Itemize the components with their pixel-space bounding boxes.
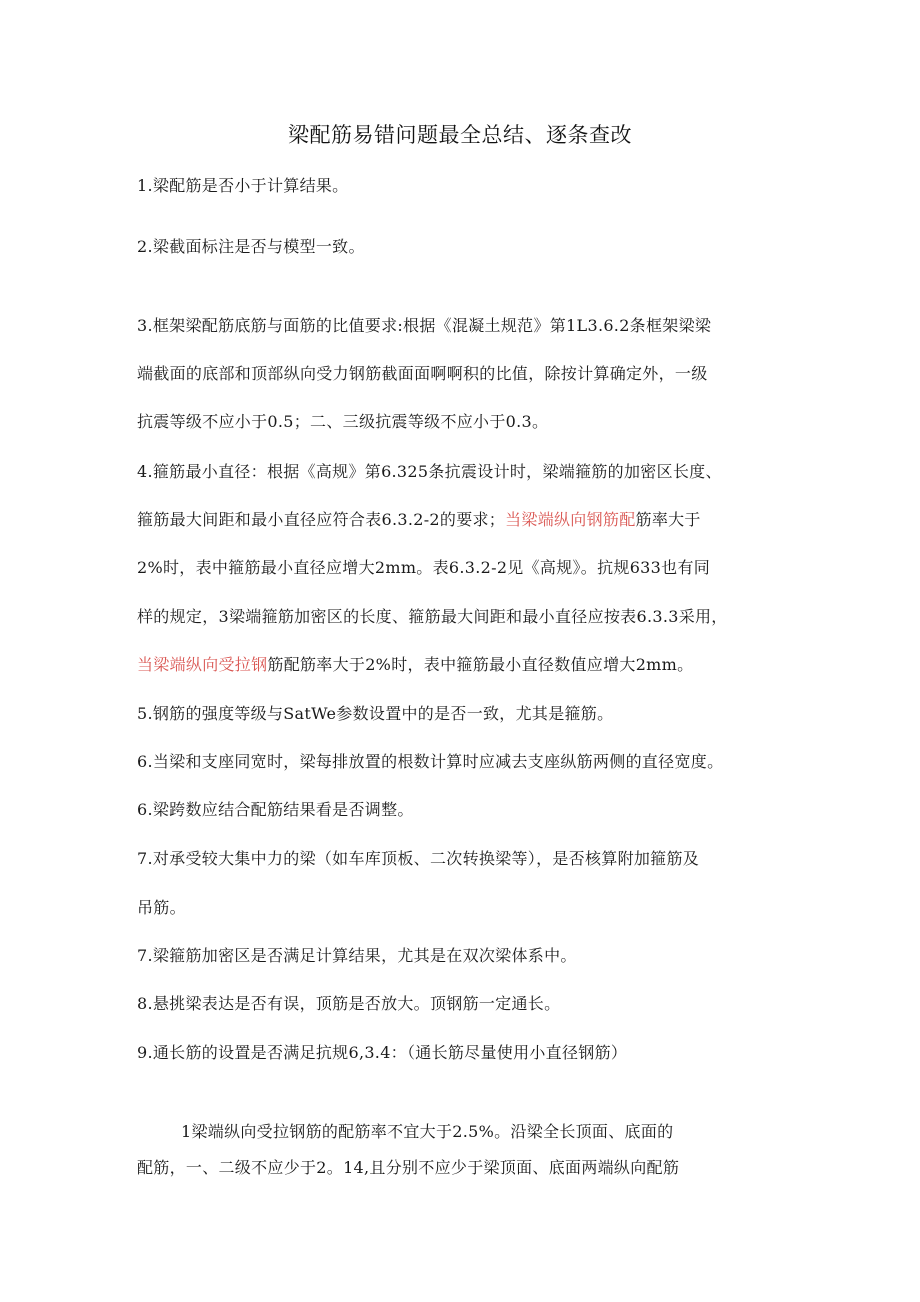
item-7b: 7.梁箍筋加密区是否满足计算结果，尤其是在双次梁体系中。 xyxy=(137,946,577,965)
item-9: 9.通长筋的设置是否满足抗规6,3.4：（通长筋尽量使用小直径钢筋） xyxy=(137,1043,628,1062)
item-6a: 6.当梁和支座同宽时，梁每排放置的根数计算时应减去支座纵筋两侧的直径宽度。 xyxy=(137,752,724,771)
item-8: 8.悬挑梁表达是否有误，顶筋是否放大。顶钢筋一定通长。 xyxy=(137,994,561,1013)
page-title: 梁配筋易错问题最全总结、逐条查改 xyxy=(288,123,632,147)
item-3-line-3: 抗震等级不应小于0.5；二、三级抗震等级不应小于0.3。 xyxy=(137,412,549,431)
item-7a-line-2: 吊筋。 xyxy=(137,898,186,917)
quote-line-2: 配筋，一、二级不应少于2。14,且分别不应少于梁顶面、底面两端纵向配筋 xyxy=(137,1158,680,1177)
item-4-line-1: 4.箍筋最小直径：根据《高规》第6.325条抗震设计时，梁端箍筋的加密区长度、 xyxy=(137,462,722,481)
item-2: 2.梁截面标注是否与模型一致。 xyxy=(137,237,365,256)
item-4-line-5 xyxy=(137,655,807,675)
item-7a-line-1: 7.对承受较大集中力的梁（如车库顶板、二次转换梁等），是否核算附加箍筋及 xyxy=(137,849,700,868)
item-4-line-4: 样的规定，3梁端箍筋加密区的长度、箍筋最大间距和最小直径应按表6.3.3采用， xyxy=(137,607,728,626)
highlighted-text: 当梁端纵向钢筋配 xyxy=(505,510,636,529)
text-segment: 筋配筋率大于2%时，表中箍筋最小直径数值应增大2mm。 xyxy=(267,655,694,674)
item-3-line-2: 端截面的底部和顶部纵向受力钢筋截面面啊啊积的比值，除按计算确定外，一级 xyxy=(137,364,708,383)
item-4-line-3: 2%时，表中箍筋最小直径应增大2mm。表6.3.2-2见《高规》。抗规633也有同 xyxy=(137,558,711,577)
text-segment: 箍筋最大间距和最小直径应符合表6.3.2-2的要求； xyxy=(137,510,506,529)
item-5: 5.钢筋的强度等级与SatWe参数设置中的是否一致，尤其是箍筋。 xyxy=(137,704,614,723)
item-3-line-1: 3.框架梁配筋底筋与面筋的比值要求:根据《混凝土规范》第1L3.6.2条框架梁梁 xyxy=(137,316,712,335)
text-segment: 筋率大于 xyxy=(635,510,701,529)
item-4-line-2 xyxy=(137,510,807,530)
quote-line-1: 1梁端纵向受拉钢筋的配筋率不宜大于2.5%。沿梁全长顶面、底面的 xyxy=(181,1122,674,1141)
item-6b: 6.梁跨数应结合配筋结果看是否调整。 xyxy=(137,800,414,819)
item-1: 1.梁配筋是否小于计算结果。 xyxy=(137,176,349,195)
highlighted-text: 当梁端纵向受拉钢 xyxy=(137,655,268,674)
